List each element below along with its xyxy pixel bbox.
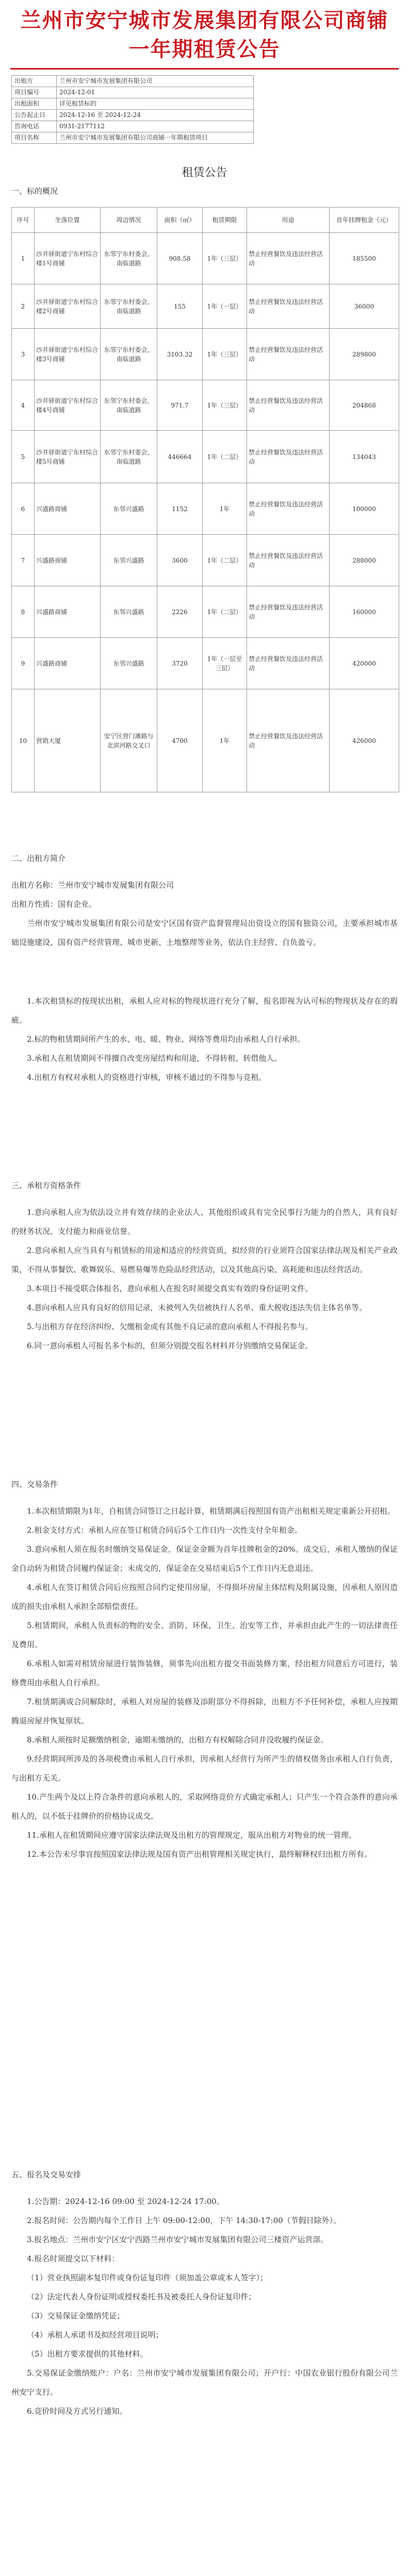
schedule-item: （3）交易保证金缴纳凭证；: [27, 2311, 125, 2320]
table-row: [12, 233, 399, 284]
schedule-item: （1）营业执照副本复印件或身份证复印件（须加盖公章或本人签字）；: [27, 2273, 268, 2282]
table-cell: 沙井驿街道宁东村综合楼3号商铺: [35, 329, 101, 380]
table-cell: 兴盛路商铺: [35, 483, 101, 535]
table-cell: 东邻宁东村委会，南临道路: [101, 284, 157, 329]
column-header: 首年挂牌租金（元）: [330, 208, 399, 233]
table-cell: 东邻兴盛路: [101, 483, 157, 535]
note-line: 4.出租方有权对承租人的资格进行审核，审核不通过的不得参与竞租。: [27, 1073, 267, 1082]
section-heading-conditions: 四、交易条件: [11, 1480, 58, 1489]
table-cell: 1: [12, 233, 35, 284]
schedule-item: 3.报名地点：兰州市安宁区安宁西路兰州市安宁城市发展集团有限公司三楼资产运营部。: [27, 2235, 329, 2244]
condition-item: 5.租赁期间，承租人负责标的物的安全、消防、环保、卫生、治安等工作，并承担由此产生的一切法律责任及费用。: [11, 1621, 398, 1649]
table-cell: 1年（三层）: [203, 233, 247, 284]
table-cell: 禁止经营餐饮及违法经营活动: [247, 689, 330, 792]
table-cell: 1年: [203, 689, 247, 792]
table-cell: 2226: [157, 586, 203, 638]
schedule-item: （4）承租人承诺书及拟经营项目说明；: [27, 2330, 163, 2340]
table-cell: 3: [12, 329, 35, 380]
condition-item: 7.租赁期满或合同解除时，承租人对房屋的装修及添附部分不得拆除，出租方不予任何补偿，承租人应按期腾退房屋并恢复原状。: [11, 1697, 398, 1725]
condition-item: 1.本次租赁期限为1年，自租赁合同签订之日起计算，租赁期满后按照国有资产出租相关规定重新公开招租。: [27, 1506, 395, 1516]
qualification-item: 3.本项目不接受联合体报名，意向承租人在报名时须提交真实有效的身份证明文件。: [27, 1284, 313, 1293]
table-cell: 10: [12, 689, 35, 792]
qualification-item: 5.与出租方存在经济纠纷、欠缴租金或有其他不良记录的意向承租人不得报名参与。: [27, 1322, 313, 1331]
schedule-item: 6.竞价时间及方式另行通知。: [27, 2406, 127, 2416]
table-row: [12, 329, 399, 380]
table-cell: 289800: [330, 329, 399, 380]
table-cell: 3103.32: [157, 329, 203, 380]
table-cell: 东邻兴盛路: [101, 638, 157, 689]
intro-line: 出租方名称：兰州市安宁城市发展集团有限公司: [11, 880, 174, 890]
table-cell: 6: [12, 483, 35, 535]
meta-row: [12, 110, 254, 121]
qualification-item: 6.同一意向承租人可报名多个标的，但须分别提交报名材料并分别缴纳交易保证金。: [27, 1341, 313, 1350]
table-cell: 1年（二层）: [203, 586, 247, 638]
table-row: [12, 535, 399, 586]
condition-item: 11.承租人在租赁期间应遵守国家法律法规及出租方的管理规定，服从出租方对物业的统一管理。: [27, 1831, 356, 1840]
intro-line: 兰州市安宁城市发展集团有限公司是安宁区国有资产监督管理局出资设立的国有独资公司，主要承担城市基础设施建设、国有资产经营管理、城市更新、土地整理等业务，依法自主经营、自负盈亏。: [11, 919, 398, 947]
table-cell: 兴盛路商铺: [35, 535, 101, 586]
qualification-item: 1.意向承租人应为依法设立并有效存续的企业法人、其他组织或具有完全民事行为能力的自然人，具有良好的财务状况、支付能力和商业信誉。: [11, 1208, 398, 1236]
section-heading-schedule: 五、报名及交易安排: [11, 2170, 81, 2179]
table-cell: 禁止经营餐饮及违法经营活动: [247, 638, 330, 689]
table-cell: 东邻宁东村委会，南临道路: [101, 431, 157, 483]
table-cell: 204868: [330, 380, 399, 431]
section-heading-overview: 一、标的概况: [11, 187, 58, 196]
qualification-item: 4.意向承租人应具有良好的信用记录，未被列入失信被执行人名单、重大税收违法失信主体名单等。: [27, 1303, 367, 1312]
meta-row: [12, 87, 254, 98]
meta-key: 出租方: [12, 76, 57, 87]
meta-value: 0931-2177112: [57, 121, 254, 132]
table-cell: 5: [12, 431, 35, 483]
project-meta-table: [11, 75, 254, 144]
table-cell: 安宁区营门滩路与北滨河路交叉口: [101, 689, 157, 792]
meta-value: 兰州市安宁城市发展集团有限公司商铺一年期租赁项目: [57, 132, 254, 144]
table-cell: 4700: [157, 689, 203, 792]
title-line-1: 兰州市安宁城市发展集团有限公司商铺: [20, 8, 389, 32]
table-cell: 禁止经营餐饮及违法经营活动: [247, 431, 330, 483]
schedule-item: 5.交易保证金缴纳账户：户名：兰州市安宁城市发展集团有限公司；开户行：中国农业银行股份有限公司兰州安宁支行。: [11, 2368, 398, 2397]
column-header: 租赁期限: [203, 208, 247, 233]
meta-row: [12, 76, 254, 87]
table-row: [12, 431, 399, 483]
table-cell: 3720: [157, 638, 203, 689]
table-cell: 东邻宁东村委会，南临道路: [101, 380, 157, 431]
table-cell: 1年（一层）: [203, 284, 247, 329]
meta-value: 详见租赁标的: [57, 98, 254, 110]
table-cell: 100000: [330, 483, 399, 535]
schedule-item: 2.报名时间：公告期内每个工作日 上午 09:00-12:00，下午 14:30-17:00（节假日除外）。: [27, 2216, 341, 2225]
condition-item: 4.承租人在签订租赁合同后应按照合同约定使用房屋，不得损坏房屋主体结构及附属设施，因承租人原因造成的损失由承租人承担全部赔偿责任。: [11, 1583, 398, 1611]
lease-notes: [11, 992, 398, 1087]
table-cell: 禁止经营餐饮及违法经营活动: [247, 284, 330, 329]
table-cell: 1年（一层至三层）: [203, 638, 247, 689]
meta-key: 出租面积: [12, 98, 57, 110]
table-cell: 7: [12, 535, 35, 586]
column-header: 坐落位置: [35, 208, 101, 233]
qualification-item: 2.意向承租人应当具有与租赁标的用途相适应的经营资质，拟经营的行业须符合国家法律法规及相关产业政策，不得从事餐饮、歌舞娱乐、易燃易爆等危险品经营活动，以及其他高污染、高耗能和违法经营活动。: [11, 1246, 398, 1274]
condition-item: 6.承租人如需对租赁房屋进行装饰装修，须事先向出租方提交书面装修方案，经出租方同意后方可进行，装修费用由承租人自行承担。: [11, 1659, 398, 1687]
table-cell: 446664: [157, 431, 203, 483]
table-cell: 1年（三层）: [203, 380, 247, 431]
table-cell: 禁止经营餐饮及违法经营活动: [247, 380, 330, 431]
table-cell: 禁止经营餐饮及违法经营活动: [247, 535, 330, 586]
property-table-header: [12, 208, 399, 233]
table-cell: 东邻兴盛路: [101, 586, 157, 638]
table-cell: 兴盛路商铺: [35, 586, 101, 638]
table-row: [12, 689, 399, 792]
meta-row: [12, 98, 254, 110]
table-cell: 营销大厦: [35, 689, 101, 792]
condition-item: 12.本公告未尽事宜按照国家法律法规及国有资产出租管理相关规定执行，最终解释权归出租方所有。: [27, 1850, 372, 1859]
table-cell: 沙井驿街道宁东村综合楼1号商铺: [35, 233, 101, 284]
announcement-title: [0, 6, 409, 64]
condition-item: 3.意向承租人须在报名时缴纳交易保证金，保证金金额为首年挂牌租金的20%。成交后，承租人缴纳的保证金自动转为租赁合同履约保证金；未成交的，保证金在交易结束后5个工作日内无息退还。: [11, 1545, 398, 1573]
table-cell: 禁止经营餐饮及违法经营活动: [247, 586, 330, 638]
schedule-item: （5）出租方要求提供的其他材料。: [27, 2349, 148, 2359]
condition-item: 9.经营期间所涉及的各项税费由承租人自行承担，因承租人经营行为所产生的债权债务由承租人自行负责，与出租方无关。: [11, 1754, 398, 1783]
condition-item: 10.产生两个及以上符合条件的意向承租人的，采取网络竞价方式确定承租人；只产生一个符合条件的意向承租人的，以不低于挂牌价的价格协议成交。: [11, 1792, 398, 1821]
table-cell: 185500: [330, 233, 399, 284]
table-cell: 沙井驿街道宁东村综合楼5号商铺: [35, 431, 101, 483]
table-cell: 155: [157, 284, 203, 329]
table-cell: 禁止经营餐饮及违法经营活动: [247, 483, 330, 535]
intro-line: 出租方性质：国有企业。: [11, 900, 97, 909]
table-cell: 沙井驿街道宁东村综合楼4号商铺: [35, 380, 101, 431]
meta-value: 2024-12-01: [57, 87, 254, 98]
table-cell: 420000: [330, 638, 399, 689]
meta-key: 咨询电话: [12, 121, 57, 132]
note-line: 1.本次租赁标的按现状出租，承租人应对标的物现状进行充分了解，报名即视为认可标的物现状及存在的瑕疵。: [11, 996, 398, 1025]
schedule-item: （2）法定代表人身份证明或授权委托书及被委托人身份证复印件；: [27, 2292, 256, 2301]
meta-row: [12, 121, 254, 132]
column-header: 用途: [247, 208, 330, 233]
table-row: [12, 638, 399, 689]
table-cell: 2: [12, 284, 35, 329]
meta-value: 2024-12-16 至 2024-12-24: [57, 110, 254, 121]
title-line-2: 一年期租赁公告: [128, 37, 281, 61]
table-cell: 971.7: [157, 380, 203, 431]
condition-item: 2.租金支付方式：承租人应在签订租赁合同后5个工作日内一次性支付全年租金。: [27, 1526, 302, 1535]
table-cell: 东邻宁东村委会，南临道路: [101, 329, 157, 380]
table-cell: 沙井驿街道宁东村综合楼2号商铺: [35, 284, 101, 329]
table-row: [12, 483, 399, 535]
section-heading-lessor: 二、出租方简介: [11, 854, 66, 863]
table-cell: 9: [12, 638, 35, 689]
table-cell: 1年（二层）: [203, 431, 247, 483]
table-cell: 东邻宁东村委会，南临道路: [101, 233, 157, 284]
trade-conditions: [11, 1502, 398, 1864]
table-cell: 36000: [330, 284, 399, 329]
table-row: [12, 284, 399, 329]
table-cell: 1年: [203, 483, 247, 535]
meta-value: 兰州市安宁城市发展集团有限公司: [57, 76, 254, 87]
schedule-item: 1.公告期：2024-12-16 09:00 至 2024-12-24 17:00。: [27, 2197, 224, 2206]
subtitle: 租赁公告: [182, 166, 227, 179]
qualifications: [11, 1203, 398, 1355]
schedule-item: 4.报名时须提交以下材料：: [27, 2254, 120, 2263]
table-cell: 288000: [330, 535, 399, 586]
section-heading-qualifications: 三、承租方资格条件: [11, 1181, 81, 1190]
table-cell: 908.58: [157, 233, 203, 284]
table-cell: 1152: [157, 483, 203, 535]
schedule: [11, 2192, 398, 2421]
column-header: 面积（㎡）: [157, 208, 203, 233]
table-cell: 4: [12, 380, 35, 431]
column-header: 序号: [12, 208, 35, 233]
table-cell: 兴盛路商铺: [35, 638, 101, 689]
meta-key: 公告起止日: [12, 110, 57, 121]
note-line: 2.标的物租赁期间所产生的水、电、暖、物业、网络等费用均由承租人自行承担。: [27, 1035, 305, 1044]
table-cell: 426000: [330, 689, 399, 792]
table-cell: 160000: [330, 586, 399, 638]
table-cell: 东邻兴盛路: [101, 535, 157, 586]
table-cell: 1年（二层）: [203, 535, 247, 586]
table-row: [12, 586, 399, 638]
property-table: [11, 207, 399, 792]
table-cell: 禁止经营餐饮及违法经营活动: [247, 233, 330, 284]
table-cell: 8: [12, 586, 35, 638]
table-cell: 134043: [330, 431, 399, 483]
table-row: [12, 380, 399, 431]
table-cell: 1年（三层）: [203, 329, 247, 380]
meta-key: 项目名称: [12, 132, 57, 144]
meta-row: [12, 132, 254, 144]
condition-item: 8.承租人须按时足额缴纳租金，逾期未缴纳的，出租方有权解除合同并没收履约保证金。: [27, 1735, 329, 1744]
meta-key: 项目编号: [12, 87, 57, 98]
note-line: 3.承租人在租赁期间不得擅自改变房屋结构和用途，不得转租、转借他人。: [27, 1054, 282, 1063]
lessor-intro: [11, 876, 398, 952]
column-header: 周边情况: [101, 208, 157, 233]
table-cell: 3600: [157, 535, 203, 586]
table-cell: 禁止经营餐饮及违法经营活动: [247, 329, 330, 380]
title-divider: [10, 68, 399, 70]
